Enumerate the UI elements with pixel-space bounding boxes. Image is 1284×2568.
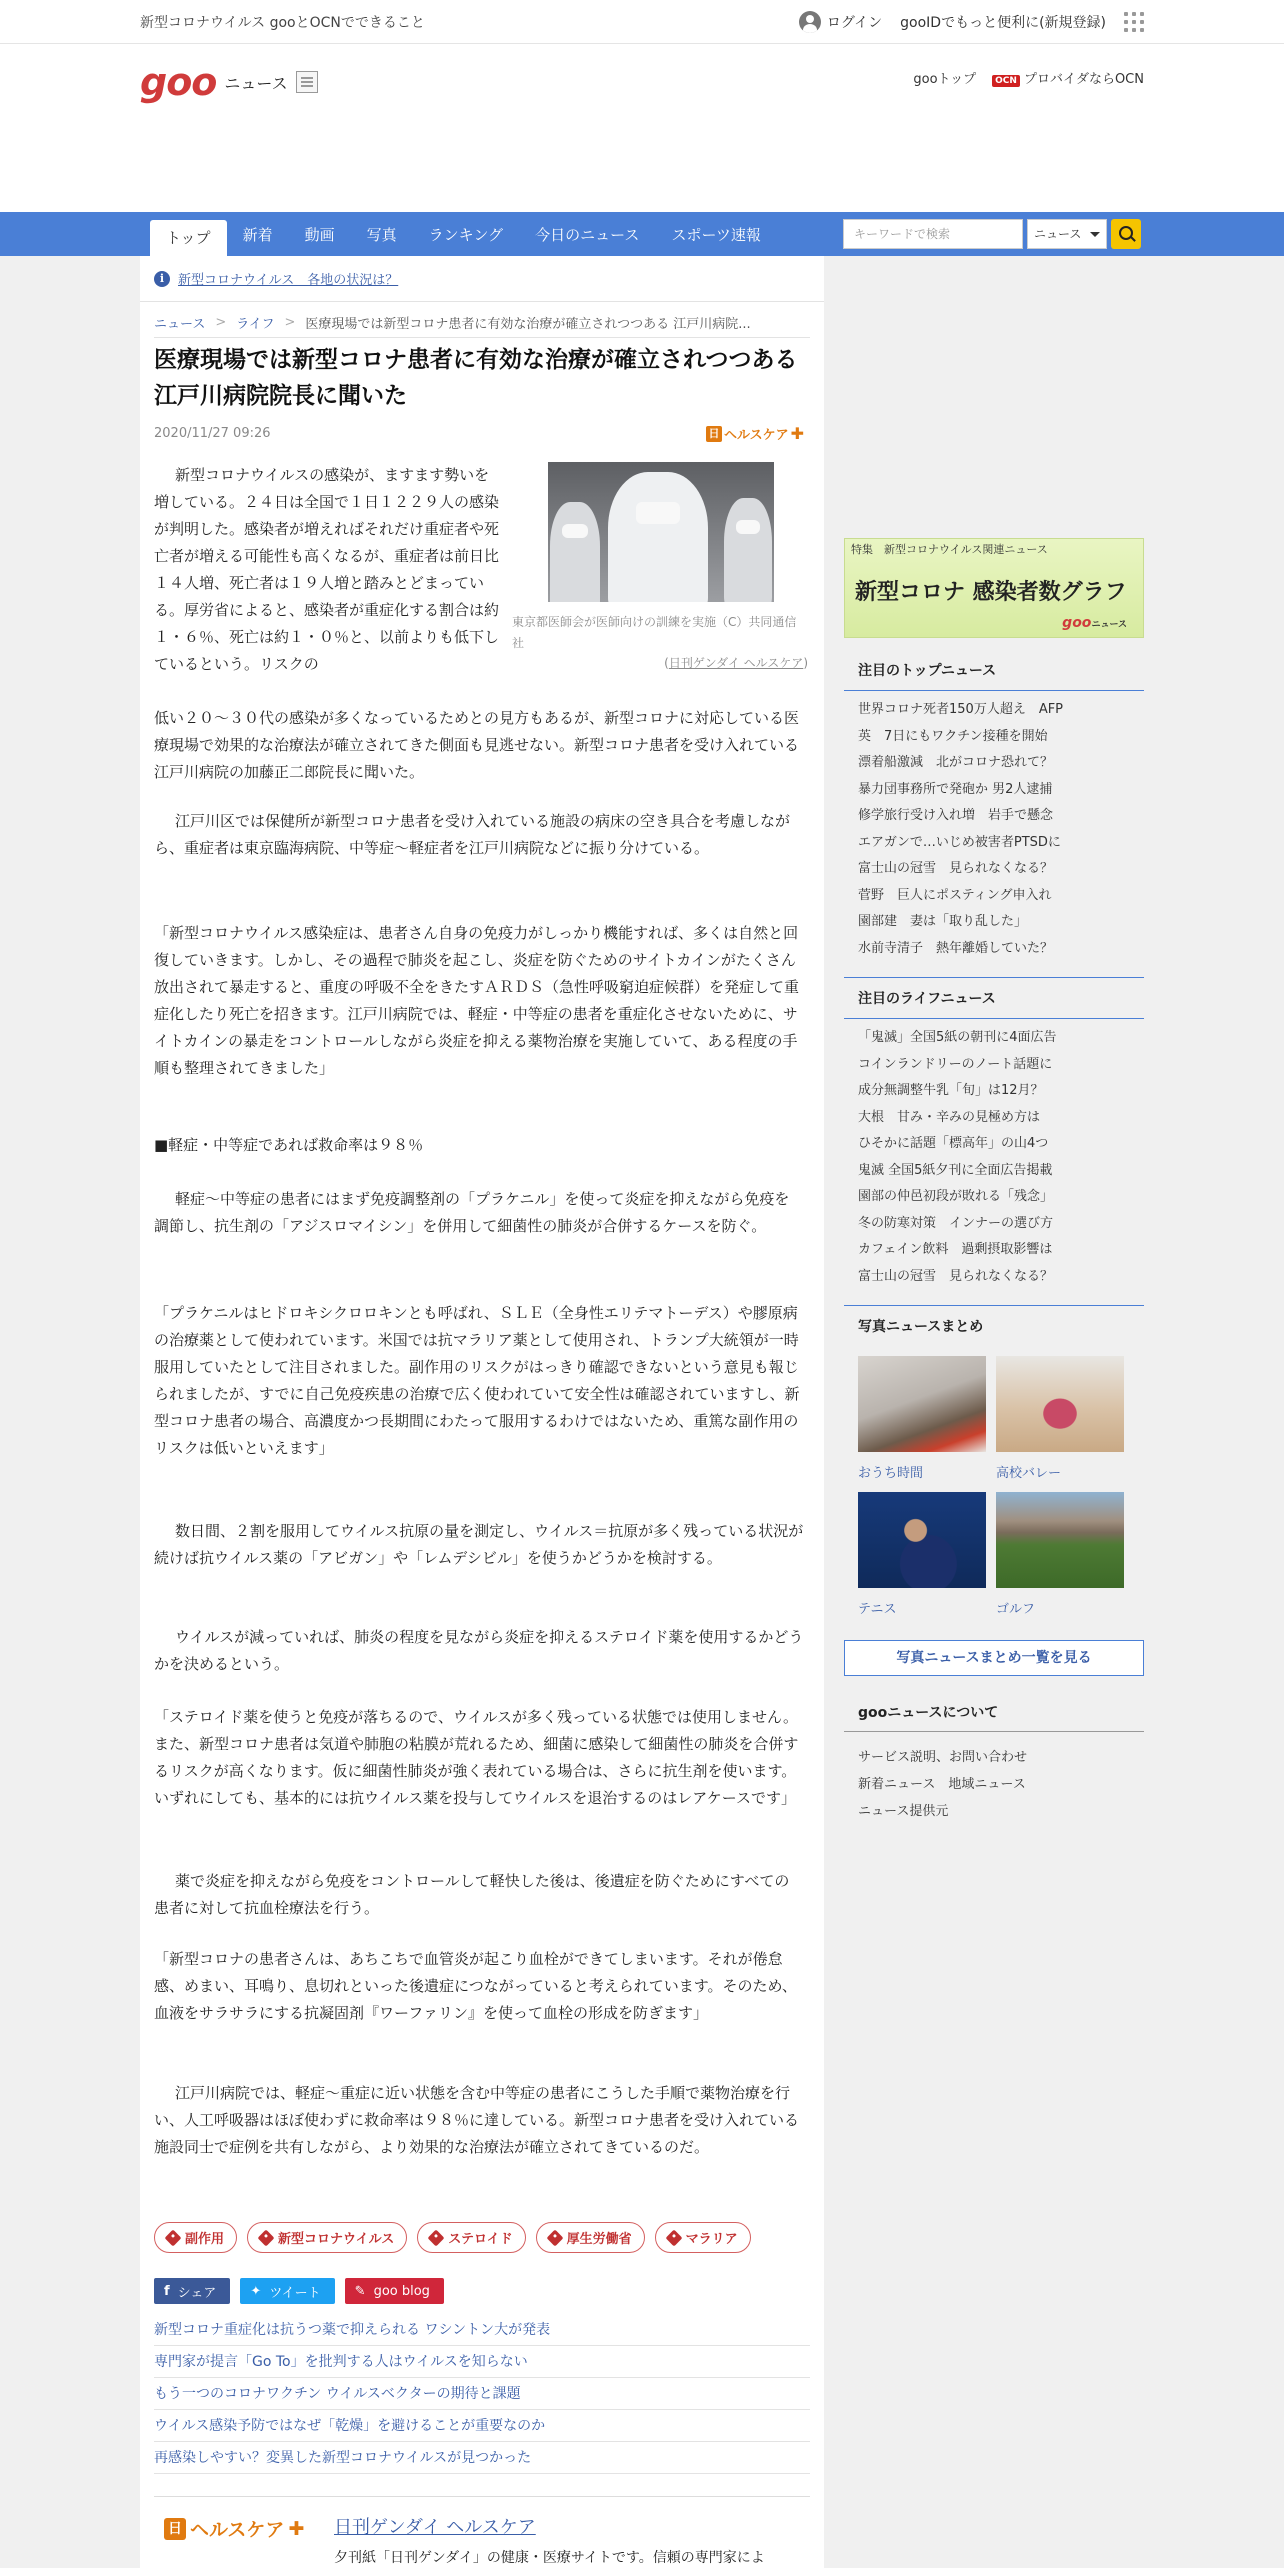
user-icon [799,11,821,33]
twitter-icon: ✦ [250,2283,262,2299]
photo-caption: 東京都医師会が医師向けの訓練を実施（C）共同通信社 [512,615,797,650]
healthcare-logo-icon: 日 [164,2518,186,2540]
top-news-item[interactable]: 菅野 巨人にポスティング申入れ [858,887,1052,903]
banner-logo-sub: ニュース [1091,620,1127,630]
search-form [843,219,1141,249]
article-subheading: ■軽症・中等症であれば救命率は９８％ [154,1136,424,1154]
corona-graph-banner[interactable] [844,538,1144,638]
tag-list [154,2222,751,2253]
photo-thumbnail [858,1356,986,1452]
search-scope-select[interactable]: ニュース [1027,219,1107,249]
top-news-item[interactable]: 英 7日にもワクチン接種を開始 [858,728,1048,744]
news-section-label: ニュース [224,73,288,93]
goo-top-link[interactable]: gooトップ [913,72,977,87]
share-label: シェア [177,2285,217,2301]
life-news-heading: 注目のライフニュース [844,980,1144,1018]
photo-credit[interactable]: (日刊ゲンダイ ヘルスケア) [664,656,808,670]
article-photo[interactable] [548,462,774,602]
healthcare-logo-icon: 日 [706,426,722,442]
about-link-service[interactable]: サービス説明、お問い合わせ [858,1750,1028,1765]
tab-sports[interactable]: スポーツ速報 [671,226,761,244]
tag-covid[interactable] [247,2222,407,2253]
related-link[interactable]: 再感染しやすい？変異した新型コロナウイルスが見つかった [154,2442,810,2474]
article-paragraph: 江戸川区では保健所が新型コロナ患者を受け入れている施設の病床の空き具合を考慮しながら、重症者は東京臨海病院、中等症〜軽症者を江戸川病院などに振り分けている。 [154,812,791,857]
search-button[interactable] [1111,219,1141,249]
photo-thumbnail [996,1356,1124,1452]
tab-today[interactable]: 今日のニュース [535,226,640,244]
photo-news-more-button[interactable]: 写真ニュースまとめ一覧を見る [844,1640,1144,1676]
photo-item-golf[interactable] [996,1492,1124,1617]
breadcrumb [154,308,810,338]
blog-icon: ✎ [354,2283,366,2299]
tag-side-effect[interactable] [154,2222,237,2253]
tag-label: 新型コロナウイルス [278,2232,395,2247]
tab-ranking[interactable]: ランキング [428,226,504,244]
info-icon: i [154,271,170,287]
provider-box [154,2496,810,2568]
provider-description: 夕刊紙「日刊ゲンダイ」の健康・医療サイトです。信頼の専門家によ [334,2550,765,2566]
article-paragraph: 軽症〜中等症の患者にはまず免疫調整剤の「プラケニル」を使って炎症を抑えながら免疫を調節し、抗生剤の「アジスロマイシン」を併用して細菌性の肺炎が合併するケースを防ぐ。 [154,1190,790,1235]
article-column [140,256,824,2568]
provider-name-link[interactable]: 日刊ゲンダイ ヘルスケア [334,2517,536,2538]
signup-link[interactable]: gooIDでもっと便利に(新規登録) [900,15,1106,31]
tag-icon [258,2229,275,2246]
tag-label: マラリア [685,2232,738,2247]
healthcare-brand-label: ヘルスケア [723,428,789,443]
goo-blog-button[interactable] [345,2278,444,2304]
banner-logo-text: goo [1062,615,1092,631]
life-news-item[interactable]: 「鬼滅」全国5紙の朝刊に4面広告 [858,1030,1057,1045]
top-news-section [844,652,1144,962]
top-news-item[interactable]: 世界コロナ死者150万人超え AFP [858,702,1064,717]
top-news-item[interactable]: 富士山の冠雪 見られなくなる？ [858,861,1054,876]
breadcrumb-separator-icon: > [284,315,296,330]
photo-caption: 高校バレー [996,1466,1062,1481]
top-news-item[interactable]: 暴力団事務所で発砲か 男2人逮捕 [858,781,1053,797]
top-news-item[interactable]: 水前寺清子 熱年離婚していた？ [858,940,1054,956]
life-news-item[interactable]: 大根 甘み・辛みの見極め方は [858,1109,1041,1125]
life-news-item[interactable]: 成分無調整牛乳「旬」は12月？ [858,1083,1044,1098]
plus-icon: ✚ [790,424,804,443]
top-strip [0,0,1284,44]
related-link[interactable]: 専門家が提言「Go To」を批判する人はウイルスを知らない [154,2346,810,2378]
newspaper-icon [296,71,318,93]
tab-top[interactable]: トップ [150,220,227,256]
photo-caption: テニス [858,1602,897,1617]
life-news-item[interactable]: 富士山の冠雪 見られなくなる？ [858,1268,1054,1284]
goo-logo-text: goo [140,60,217,104]
search-input[interactable]: キーワードで検索 [843,219,1023,249]
tag-mhlw[interactable] [536,2222,645,2253]
tag-icon [546,2229,563,2246]
article-paragraph: ウイルスが減っていれば、肺炎の程度を見ながら炎症を抑えるステロイド薬を使用するかどうかを決めるという。 [154,1628,804,1673]
photo-credit-link[interactable]: 日刊ゲンダイ ヘルスケア [668,656,804,670]
tag-icon [665,2229,682,2246]
top-news-item[interactable]: 漂着船激減 北がコロナ恐れて？ [858,755,1054,770]
article-paragraph: 「新型コロナウイルス感染症は、患者さん自身の免疫力がしっかり機能すれば、多くは自然と回復していきます。しかし、その過程で肺炎を起こし、炎症を防ぐためのサイトカインがたくさん放出されて暴走すると、重度の呼吸不全をきたすＡＲＤＳ（急性呼吸窮迫症候群）を発症して重症化したり死亡を招きます。江戸川病院では、軽症・中等症の患者を重症化させないために、サイトカインの暴走をコントロールしながら炎症を抑える薬物治療を実施していて、ある程度の手順も整理されてきました」 [154,924,800,1077]
site-header [0,44,1284,212]
article-paragraph: 「プラケニルはヒドロキシクロロキンとも呼ばれ、ＳＬＥ（全身性エリテマトーデス）や膠原病の治療薬として使われています。米国では抗マラリア薬として使用され、トランプ大統領が一時服用していたとして注目されました。副作用のリスクがはっきり確認できないという意見も報じられましたが、すでに自己免疫疾患の治療で広く使われていて安全性は確認されていますし、新型コロナ患者の場合、高濃度かつ長期間にわたって服用するわけではないため、重篤な副作用のリスクは低いといえます」 [154,1304,800,1457]
top-news-heading: 注目のトップニュース [844,652,1144,690]
related-link[interactable]: もう一つのコロナワクチン ウイルスベクターの期待と課題 [154,2378,810,2410]
top-news-item[interactable]: エアガンで…いじめ被害者PTSDに [858,834,1061,850]
article-paragraph: 数日間、２割を服用してウイルス抗原の量を測定し、ウイルス＝抗原が多く残っている状況が続けば抗ウイルス薬の「アビガン」や「レムデシビル」を使うかどうかを検討する。 [154,1522,804,1567]
breadcrumb-current: 医療現場では新型コロナ患者に有効な治療が確立されつつある 江戸川病院... [305,317,751,332]
photo-news-heading: 写真ニュースまとめ [844,1308,1144,1346]
article-date: 2020/11/27 09:26 [154,426,271,441]
tab-latest[interactable]: 新着 [242,226,273,244]
article-title: 医療現場では新型コロナ患者に有効な治療が確立されつつある 江戸川病院院長に聞いた [154,347,798,409]
about-heading: gooニュースについて [844,1694,1144,1732]
facebook-share-button[interactable] [154,2278,230,2304]
about-link-providers[interactable]: ニュース提供元 [858,1804,949,1819]
life-news-item[interactable]: コインランドリーのノート話題に [858,1056,1053,1072]
tag-steroid[interactable] [417,2222,525,2253]
photo-item-volleyball[interactable] [996,1356,1124,1481]
article-paragraph: 江戸川病院では、軽症〜重症に近い状態を含む中等症の患者にこうした手順で薬物治療を行い、人工呼吸器はほぼ使わずに救命率は９８％に達している。新型コロナ患者を受け入れている施設同士で症例を共有しながら、より効果的な治療法が確立されてきているのだ。 [154,2084,800,2156]
ocn-logo-icon: OCN [992,75,1020,87]
divider [844,1305,1144,1306]
goo-news-logo-small [1062,615,1127,631]
top-news-item[interactable]: 園部建 妻は「取り乱した」 [858,914,1028,929]
tweet-label: ツイート [269,2285,321,2301]
related-link[interactable]: 新型コロナ重症化は抗うつ薬で抑えられる ワシントン大が発表 [154,2314,810,2346]
article-paragraph: 低い２０〜３０代の感染が多くなっているためとの見方もあるが、新型コロナに対応している医療現場で効果的な治療法が確立されてきた側面も見逃せない。新型コロナ患者を受け入れている江戸川病院の加藤正二郎院長に聞いた。 [154,709,800,781]
life-news-item[interactable]: 冬の防寒対策 インナーの選び方 [858,1215,1054,1231]
blog-label: goo blog [373,2283,430,2299]
about-links [844,1732,1144,1825]
tag-malaria[interactable] [655,2222,751,2253]
breadcrumb-separator-icon: > [215,315,227,330]
apps-grid-icon[interactable] [1124,12,1144,32]
banner-label: 特集 新型コロナウイルス関連ニュース [851,543,1048,556]
main-nav [0,212,1284,256]
plus-icon: ✚ [288,2517,305,2540]
corona-notice[interactable] [140,256,824,302]
healthcare-brand[interactable] [706,424,804,443]
about-section [844,1694,1144,1825]
top-news-list [844,697,1144,962]
tab-video[interactable]: 動画 [304,226,335,244]
facebook-icon: f [164,2283,170,2299]
photo-item-tennis[interactable] [858,1492,986,1617]
corona-notice-text: 新型コロナウイルス 各地の状況は？ [178,273,399,288]
banner-title: 新型コロナ 感染者数グラフ [855,580,1127,605]
related-link[interactable]: ウイルス感染予防ではなぜ「乾燥」を避けることが重要なのか [154,2410,810,2442]
tag-label: 副作用 [185,2232,225,2247]
article-paragraph: 新型コロナウイルスの感染が、ますます勢いを増している。２４日は全国で１日１２２９人の感染が判明した。感染者が増えればそれだけ重症者や死亡者が増える可能性も高くなるが、重症者は前日比１４人増、死亡者は１９人増と踏みとどまっている。厚労省によると、感染者が重症化する割合は約１・６％、死亡は約１・０％と、以前よりも低下しているという。リスクの [154,466,500,673]
photo-item-home[interactable] [858,1356,986,1481]
corona-info-link[interactable]: 新型コロナウイルス gooとOCNでできること [140,15,425,31]
photo-thumbnail [996,1492,1124,1588]
twitter-share-button[interactable] [240,2278,334,2304]
tag-label: 厚生労働省 [566,2232,632,2247]
life-news-item[interactable]: ひそかに話題「標高年」の山4つ [858,1136,1049,1151]
login-link[interactable] [799,11,882,33]
photo-thumbnail [858,1492,986,1588]
tag-label: ステロイド [448,2232,513,2247]
photo-caption: ゴルフ [996,1602,1036,1617]
about-link-news[interactable]: 新着ニュース 地域ニュース [858,1777,1026,1792]
goo-news-logo[interactable] [140,60,318,104]
life-news-section [844,980,1144,1290]
life-news-item[interactable]: カフェイン飲料 過剰摂取影響は [858,1242,1053,1257]
breadcrumb-news[interactable]: ニュース [154,317,206,332]
tag-icon [428,2229,445,2246]
ocn-link-label: プロバイダならOCN [1023,72,1144,87]
article-paragraph: 薬で炎症を抑えながら免疫をコントロールして軽快した後は、後遺症を防ぐためにすべての患者に対して抗血栓療法を行う。 [154,1872,790,1917]
life-news-item[interactable]: 鬼滅 全国5紙夕刊に全面広告掲載 [858,1162,1053,1178]
tab-photo[interactable]: 写真 [366,226,397,244]
provider-logo-label: ヘルスケア [190,2519,285,2541]
login-label: ログイン [826,15,883,31]
breadcrumb-life[interactable]: ライフ [236,317,275,332]
photo-caption: おうち時間 [858,1466,924,1481]
provider-logo[interactable] [164,2515,304,2542]
share-buttons [154,2278,444,2304]
ocn-link[interactable] [992,68,1144,87]
article-paragraph: 「新型コロナの患者さんは、あちこちで血管炎が起こり血栓ができてしまいます。それが倦怠感、めまい、耳鳴り、息切れといった後遺症につながっていると考えられています。そのため、血液をサラサラにする抗凝固剤『ワーファリン』を使って血栓の形成を防ぎます」 [154,1950,797,2022]
tag-icon [165,2229,182,2246]
life-news-list [844,1025,1144,1290]
top-news-item[interactable]: 修学旅行受け入れ増 岩手で懸念 [858,808,1054,823]
article-paragraph: 「ステロイド薬を使うと免疫が落ちるので、ウイルスが多く残っている状態では使用しません。また、新型コロナ患者は気道や肺胞の粘膜が荒れるため、細菌に感染して細菌性の肺炎を合併するリスクが高くなります。仮に細菌性肺炎が強く表れている場合は、さらに抗生剤を使います。いずれにしても、基本的には抗ウイルス薬を投与してウイルスを退治するのはレアケースです」 [154,1708,799,1807]
photo-news-heading-wrap [844,1308,1144,1346]
divider [844,977,1144,978]
related-articles [154,2314,810,2474]
life-news-item[interactable]: 園部の仲邑初段が敗れる「残念」 [858,1189,1054,1204]
